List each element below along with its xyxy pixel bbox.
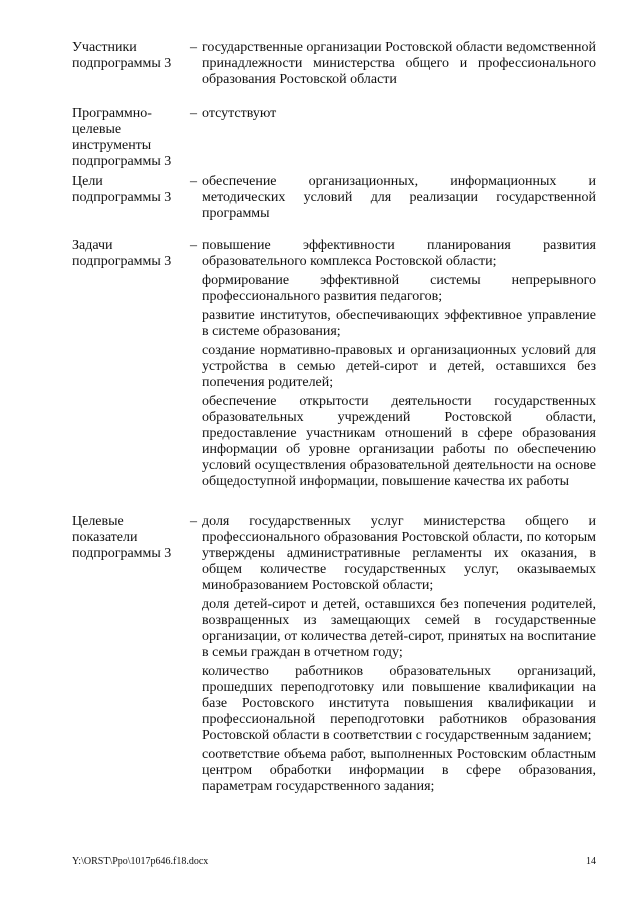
section-dash: – <box>190 514 197 529</box>
section-body <box>202 514 596 798</box>
section-body <box>202 174 596 225</box>
section-paragraph: количество работников образовательных организаций, прошедших переподготовку или повышение квалификации на базе Ростовского института повышения квалификации и профессиональной переподготовки работников образования Ростовской области в соответствии с государственным заданием; <box>202 664 596 743</box>
section-paragraph: обеспечение открытости деятельности государственных образовательных учреждений Ростовской области, предоставление участникам отношений в сфере образования информации об уровне организации работы по обеспечению условий осуществления образовательной деятельности на основе общедоступной информации, повышение качества их работы <box>202 394 596 489</box>
section-paragraph: отсутствуют <box>202 106 277 121</box>
section-paragraph: обеспечение организационных, информационных и методических условий для реализации государственной программы <box>202 174 596 221</box>
section-body <box>202 106 596 125</box>
section-body <box>202 238 596 493</box>
footer-file-path: Y:\ORST\Ppo\1017p646.f18.docx <box>72 856 209 867</box>
section-dash: – <box>190 238 197 253</box>
section-label: Задачи подпрограммы 3 <box>72 238 172 269</box>
section-dash: – <box>190 174 197 189</box>
section-body <box>202 40 596 91</box>
section-dash: – <box>190 40 197 55</box>
section-paragraph: доля детей-сирот и детей, оставшихся без попечения родителей, возвращенных из замещающих семей в государственные организации, от количества детей-сирот, принятых на воспитание в семьи граждан в отчетном году; <box>202 597 596 660</box>
section-label: Участники подпрограммы 3 <box>72 40 172 71</box>
section-paragraph: повышение эффективности планирования развития образовательного комплекса Ростовской области; <box>202 238 596 269</box>
section-paragraph: государственные организации Ростовской области ведомственной принадлежности министерства общего и профессионального образования Ростовской области <box>202 40 596 87</box>
footer-page-number: 14 <box>586 856 596 867</box>
section-paragraph: доля государственных услуг министерства общего и профессионального образования Ростовской области, по которым утверждены административные регламенты их оказания, в общем количестве государственных услуг, оказываемых минобразованием Ростовской области; <box>202 514 596 593</box>
section-paragraph: формирование эффективной системы непрерывного профессионального развития педагогов; <box>202 273 596 304</box>
section-paragraph: соответствие объема работ, выполненных Ростовским областным центром обработки информации в сфере образования, параметрам государственного задания; <box>202 747 596 794</box>
section-dash: – <box>190 106 197 121</box>
section-label: Программно-целевые инструменты подпрограммы 3 <box>72 106 172 169</box>
section-label: Цели подпрограммы 3 <box>72 174 172 205</box>
section-paragraph: создание нормативно-правовых и организационных условий для устройства в семью детей-сирот и детей, оставшихся без попечения родителей; <box>202 343 596 390</box>
section-paragraph: развитие институтов, обеспечивающих эффективное управление в системе образования; <box>202 308 596 339</box>
section-label: Целевые показатели подпрограммы 3 <box>72 514 172 561</box>
